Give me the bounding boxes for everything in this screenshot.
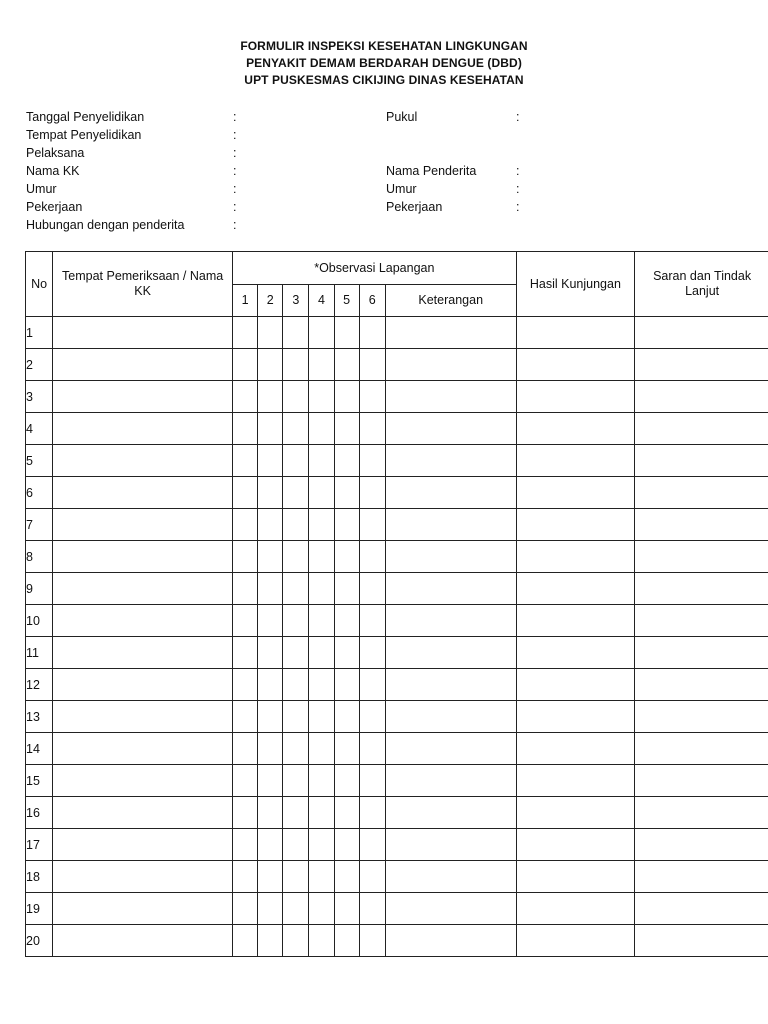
info-label-nama-penderita: Nama Penderita [386, 164, 477, 178]
empty-cell [635, 925, 768, 957]
empty-cell [635, 637, 768, 669]
empty-cell [385, 349, 516, 381]
empty-cell [233, 509, 258, 541]
row-number: 4 [26, 413, 53, 445]
empty-cell [635, 349, 768, 381]
table-row [26, 445, 768, 477]
info-label-pelaksana: Pelaksana [26, 146, 85, 160]
empty-cell [359, 541, 385, 573]
empty-cell [233, 733, 258, 765]
empty-cell [359, 349, 385, 381]
empty-cell [283, 477, 309, 509]
row-number: 12 [26, 669, 53, 701]
empty-cell [233, 605, 258, 637]
empty-cell [233, 317, 258, 349]
row-number: 3 [26, 381, 53, 413]
empty-cell [635, 541, 768, 573]
empty-cell [359, 477, 385, 509]
empty-cell [53, 637, 233, 669]
empty-cell [233, 381, 258, 413]
empty-cell [516, 317, 635, 349]
header-keterangan: Keterangan [385, 285, 516, 317]
empty-cell [233, 669, 258, 701]
empty-cell [309, 733, 334, 765]
empty-cell [359, 637, 385, 669]
empty-cell [309, 701, 334, 733]
empty-cell [635, 413, 768, 445]
empty-cell [359, 413, 385, 445]
info-row [26, 198, 746, 216]
info-colon: : [233, 164, 237, 178]
empty-cell [635, 573, 768, 605]
empty-cell [334, 861, 359, 893]
empty-cell [258, 669, 283, 701]
empty-cell [309, 381, 334, 413]
info-label-hubungan: Hubungan dengan penderita [26, 218, 185, 232]
info-label-nama-kk: Nama KK [26, 164, 80, 178]
empty-cell [359, 381, 385, 413]
empty-cell [385, 733, 516, 765]
empty-cell [516, 765, 635, 797]
empty-cell [359, 893, 385, 925]
row-number: 19 [26, 893, 53, 925]
table-row [26, 349, 768, 381]
empty-cell [516, 605, 635, 637]
header-obs-2: 2 [258, 285, 283, 317]
row-number: 2 [26, 349, 53, 381]
empty-cell [283, 381, 309, 413]
empty-cell [359, 733, 385, 765]
empty-cell [233, 445, 258, 477]
header-no: No [26, 252, 53, 317]
empty-cell [258, 573, 283, 605]
row-number: 1 [26, 317, 53, 349]
table-row [26, 509, 768, 541]
empty-cell [53, 829, 233, 861]
info-colon: : [516, 200, 520, 214]
empty-cell [359, 445, 385, 477]
info-colon: : [516, 182, 520, 196]
investigation-info [26, 108, 746, 234]
empty-cell [258, 765, 283, 797]
empty-cell [334, 765, 359, 797]
row-number: 9 [26, 573, 53, 605]
empty-cell [359, 317, 385, 349]
empty-cell [359, 765, 385, 797]
row-number: 11 [26, 637, 53, 669]
header-obs-3: 3 [283, 285, 309, 317]
empty-cell [334, 925, 359, 957]
empty-cell [258, 701, 283, 733]
empty-cell [53, 765, 233, 797]
empty-cell [385, 637, 516, 669]
empty-cell [53, 477, 233, 509]
table-row [26, 797, 768, 829]
empty-cell [53, 509, 233, 541]
table-row [26, 541, 768, 573]
empty-cell [258, 445, 283, 477]
row-number: 14 [26, 733, 53, 765]
empty-cell [53, 733, 233, 765]
empty-cell [53, 573, 233, 605]
empty-cell [53, 669, 233, 701]
empty-cell [258, 541, 283, 573]
empty-cell [309, 477, 334, 509]
table-body [26, 317, 768, 957]
empty-cell [385, 893, 516, 925]
empty-cell [516, 637, 635, 669]
empty-cell [233, 797, 258, 829]
empty-cell [635, 893, 768, 925]
empty-cell [53, 349, 233, 381]
table-row [26, 477, 768, 509]
empty-cell [233, 637, 258, 669]
empty-cell [283, 509, 309, 541]
empty-cell [283, 445, 309, 477]
info-row [26, 108, 746, 126]
empty-cell [385, 573, 516, 605]
empty-cell [516, 445, 635, 477]
empty-cell [283, 669, 309, 701]
empty-cell [334, 317, 359, 349]
empty-cell [359, 829, 385, 861]
info-row [26, 144, 746, 162]
info-row [26, 216, 746, 234]
empty-cell [53, 701, 233, 733]
empty-cell [283, 573, 309, 605]
empty-cell [258, 829, 283, 861]
empty-cell [309, 445, 334, 477]
empty-cell [258, 349, 283, 381]
info-colon: : [233, 146, 237, 160]
empty-cell [635, 701, 768, 733]
info-colon: : [516, 164, 520, 178]
header-observasi-lapangan: *Observasi Lapangan [233, 252, 516, 285]
empty-cell [53, 445, 233, 477]
empty-cell [309, 893, 334, 925]
empty-cell [334, 541, 359, 573]
header-obs-1: 1 [233, 285, 258, 317]
info-label-pukul: Pukul [386, 110, 418, 124]
row-number: 10 [26, 605, 53, 637]
empty-cell [334, 733, 359, 765]
empty-cell [635, 797, 768, 829]
empty-cell [283, 829, 309, 861]
empty-cell [516, 413, 635, 445]
empty-cell [283, 893, 309, 925]
empty-cell [258, 925, 283, 957]
header-hasil-kunjungan: Hasil Kunjungan [516, 252, 635, 317]
table-row [26, 573, 768, 605]
table-row [26, 861, 768, 893]
empty-cell [283, 605, 309, 637]
empty-cell [258, 861, 283, 893]
empty-cell [516, 541, 635, 573]
empty-cell [635, 445, 768, 477]
empty-cell [283, 861, 309, 893]
info-colon: : [233, 128, 237, 142]
inspection-table [25, 251, 768, 957]
empty-cell [258, 797, 283, 829]
info-label-pekerjaan-penderita: Pekerjaan [386, 200, 443, 214]
row-number: 13 [26, 701, 53, 733]
empty-cell [258, 413, 283, 445]
info-label-umur-penderita: Umur [386, 182, 417, 196]
header-obs-5: 5 [334, 285, 359, 317]
empty-cell [516, 701, 635, 733]
empty-cell [359, 509, 385, 541]
empty-cell [258, 317, 283, 349]
empty-cell [334, 381, 359, 413]
empty-cell [635, 669, 768, 701]
empty-cell [283, 701, 309, 733]
empty-cell [385, 701, 516, 733]
empty-cell [385, 605, 516, 637]
empty-cell [334, 797, 359, 829]
empty-cell [334, 573, 359, 605]
empty-cell [258, 605, 283, 637]
empty-cell [53, 925, 233, 957]
empty-cell [635, 861, 768, 893]
empty-cell [516, 349, 635, 381]
table-row [26, 669, 768, 701]
row-number: 18 [26, 861, 53, 893]
empty-cell [334, 893, 359, 925]
empty-cell [334, 829, 359, 861]
info-label-tanggal: Tanggal Penyelidikan [26, 110, 145, 124]
header-obs-4: 4 [309, 285, 334, 317]
info-row [26, 126, 746, 144]
empty-cell [233, 701, 258, 733]
title-line-1: FORMULIR INSPEKSI KESEHATAN LINGKUNGAN [240, 39, 528, 53]
empty-cell [309, 861, 334, 893]
empty-cell [334, 637, 359, 669]
empty-cell [283, 925, 309, 957]
empty-cell [258, 893, 283, 925]
empty-cell [283, 413, 309, 445]
empty-cell [359, 797, 385, 829]
empty-cell [53, 413, 233, 445]
empty-cell [516, 893, 635, 925]
empty-cell [309, 413, 334, 445]
table-row [26, 413, 768, 445]
empty-cell [516, 829, 635, 861]
empty-cell [516, 733, 635, 765]
empty-cell [516, 477, 635, 509]
info-label-pekerjaan-kk: Pekerjaan [26, 200, 83, 214]
empty-cell [233, 893, 258, 925]
table-row [26, 381, 768, 413]
empty-cell [334, 349, 359, 381]
empty-cell [635, 509, 768, 541]
table-row [26, 893, 768, 925]
empty-cell [385, 765, 516, 797]
empty-cell [334, 413, 359, 445]
empty-cell [233, 829, 258, 861]
empty-cell [516, 381, 635, 413]
info-colon: : [233, 182, 237, 196]
row-number: 5 [26, 445, 53, 477]
title-line-2: PENYAKIT DEMAM BERDARAH DENGUE (DBD) [246, 56, 522, 70]
info-row [26, 162, 746, 180]
table-row [26, 733, 768, 765]
table-row [26, 637, 768, 669]
row-number: 20 [26, 925, 53, 957]
empty-cell [385, 861, 516, 893]
empty-cell [309, 541, 334, 573]
empty-cell [283, 765, 309, 797]
empty-cell [283, 541, 309, 573]
empty-cell [258, 477, 283, 509]
empty-cell [309, 829, 334, 861]
empty-cell [233, 413, 258, 445]
empty-cell [359, 573, 385, 605]
empty-cell [334, 605, 359, 637]
info-colon: : [516, 110, 520, 124]
empty-cell [385, 925, 516, 957]
empty-cell [635, 765, 768, 797]
form-title [0, 38, 768, 89]
empty-cell [635, 317, 768, 349]
empty-cell [334, 701, 359, 733]
empty-cell [258, 733, 283, 765]
header-tempat-pemeriksaan: Tempat Pemeriksaan / Nama KK [53, 252, 233, 317]
empty-cell [359, 669, 385, 701]
info-colon: : [233, 218, 237, 232]
empty-cell [258, 381, 283, 413]
empty-cell [385, 381, 516, 413]
table-row [26, 765, 768, 797]
info-row [26, 180, 746, 198]
empty-cell [283, 733, 309, 765]
header-obs-6: 6 [359, 285, 385, 317]
empty-cell [516, 669, 635, 701]
empty-cell [516, 797, 635, 829]
empty-cell [233, 349, 258, 381]
empty-cell [385, 413, 516, 445]
empty-cell [635, 477, 768, 509]
empty-cell [283, 349, 309, 381]
empty-cell [334, 445, 359, 477]
header-saran-tindak-lanjut: Saran dan Tindak Lanjut [635, 252, 768, 317]
empty-cell [283, 637, 309, 669]
empty-cell [53, 541, 233, 573]
empty-cell [516, 861, 635, 893]
empty-cell [309, 797, 334, 829]
row-number: 15 [26, 765, 53, 797]
title-line-3: UPT PUSKESMAS CIKIJING DINAS KESEHATAN [244, 73, 524, 87]
empty-cell [334, 509, 359, 541]
empty-cell [635, 381, 768, 413]
empty-cell [359, 605, 385, 637]
empty-cell [283, 797, 309, 829]
empty-cell [309, 605, 334, 637]
empty-cell [53, 861, 233, 893]
row-number: 6 [26, 477, 53, 509]
empty-cell [309, 669, 334, 701]
empty-cell [359, 861, 385, 893]
info-label-umur-kk: Umur [26, 182, 57, 196]
empty-cell [258, 637, 283, 669]
row-number: 8 [26, 541, 53, 573]
empty-cell [516, 573, 635, 605]
empty-cell [385, 445, 516, 477]
table-row [26, 925, 768, 957]
empty-cell [635, 733, 768, 765]
empty-cell [309, 509, 334, 541]
empty-cell [635, 605, 768, 637]
empty-cell [334, 477, 359, 509]
empty-cell [385, 509, 516, 541]
empty-cell [309, 765, 334, 797]
empty-cell [516, 509, 635, 541]
empty-cell [309, 925, 334, 957]
empty-cell [385, 669, 516, 701]
empty-cell [359, 925, 385, 957]
empty-cell [233, 477, 258, 509]
empty-cell [359, 701, 385, 733]
empty-cell [516, 925, 635, 957]
empty-cell [385, 317, 516, 349]
empty-cell [53, 893, 233, 925]
empty-cell [309, 573, 334, 605]
info-colon: : [233, 110, 237, 124]
empty-cell [233, 861, 258, 893]
empty-cell [53, 605, 233, 637]
table-row [26, 605, 768, 637]
empty-cell [53, 381, 233, 413]
row-number: 17 [26, 829, 53, 861]
row-number: 16 [26, 797, 53, 829]
empty-cell [385, 797, 516, 829]
empty-cell [233, 765, 258, 797]
empty-cell [309, 349, 334, 381]
empty-cell [385, 477, 516, 509]
empty-cell [233, 541, 258, 573]
info-label-tempat: Tempat Penyelidikan [26, 128, 142, 142]
empty-cell [309, 637, 334, 669]
empty-cell [53, 797, 233, 829]
row-number: 7 [26, 509, 53, 541]
empty-cell [334, 669, 359, 701]
empty-cell [233, 573, 258, 605]
empty-cell [233, 925, 258, 957]
empty-cell [258, 509, 283, 541]
empty-cell [385, 829, 516, 861]
table-row [26, 317, 768, 349]
empty-cell [635, 829, 768, 861]
table-row [26, 829, 768, 861]
empty-cell [283, 317, 309, 349]
empty-cell [385, 541, 516, 573]
empty-cell [309, 317, 334, 349]
info-colon: : [233, 200, 237, 214]
empty-cell [53, 317, 233, 349]
table-row [26, 701, 768, 733]
